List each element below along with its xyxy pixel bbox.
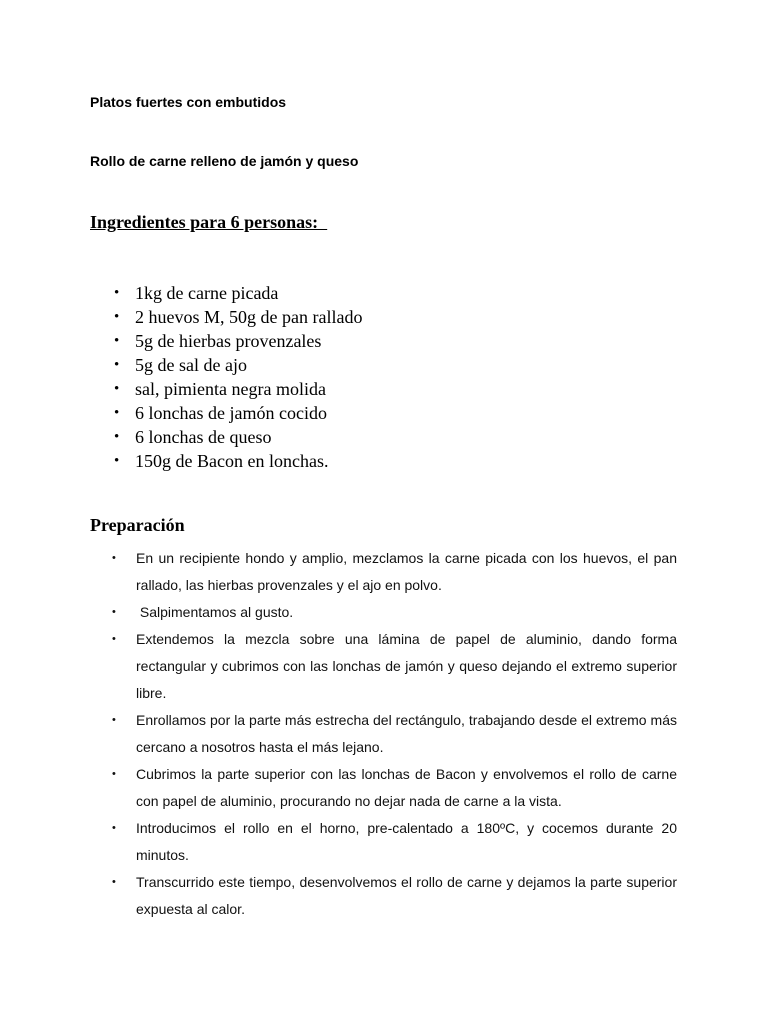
bullet-icon: • [114,309,120,325]
bullet-icon: • [114,381,120,397]
bullet-icon: • [114,333,120,349]
ingredients-heading: Ingredientes para 6 personas: [90,212,328,232]
ingredient-text: 1kg de carne picada [135,283,279,303]
section-title: Platos fuertes con embutidos [90,94,287,110]
preparation-step [90,626,677,707]
ingredient-item [90,449,362,473]
ingredient-item [90,329,362,353]
bullet-icon: • [112,633,116,645]
recipe-title: Rollo de carne relleno de jamón y queso [90,153,359,169]
preparation-step [90,815,677,869]
ingredient-item [90,425,362,449]
ingredient-item [90,377,362,401]
bullet-icon: • [114,405,120,421]
bullet-icon: • [112,714,116,726]
bullet-icon: • [112,606,116,618]
ingredient-text: 5g de hierbas provenzales [135,331,322,351]
preparation-step [90,545,677,599]
preparation-step-text: Extendemos la mezcla sobre una lámina de papel de aluminio, dando forma rectangular y cubrimos con las lonchas de jamón y queso dejando el extremo superior libre. [136,631,677,701]
preparation-step-text: Transcurrido este tiempo, desenvolvemos el rollo de carne y dejamos la parte superior expuesta al calor. [136,874,677,917]
ingredient-item [90,281,362,305]
ingredient-item [90,401,362,425]
bullet-icon: • [114,429,120,445]
bullet-icon: • [114,357,120,373]
preparation-heading: Preparación [90,515,185,535]
bullet-icon: • [114,453,120,469]
bullet-icon: • [112,552,116,564]
bullet-icon: • [114,285,120,301]
ingredient-text: 6 lonchas de queso [135,427,272,447]
ingredient-text: 150g de Bacon en lonchas. [135,451,329,471]
ingredient-item [90,353,362,377]
preparation-step-text: Salpimentamos al gusto. [136,604,294,620]
preparation-step [90,599,677,626]
preparation-step [90,761,677,815]
bullet-icon: • [112,768,116,780]
preparation-list [90,545,677,923]
ingredients-list [90,281,362,473]
preparation-step-text: Enrollamos por la parte más estrecha del rectángulo, trabajando desde el extremo más cercano a nosotros hasta el más lejano. [136,712,677,755]
ingredient-text: 5g de sal de ajo [135,355,247,375]
ingredient-item [90,305,362,329]
preparation-step [90,869,677,923]
preparation-step-text: Introducimos el rollo en el horno, pre-calentado a 180ºC, y cocemos durante 20 minutos. [136,820,677,863]
preparation-step-text: En un recipiente hondo y amplio, mezclamos la carne picada con los huevos, el pan rallado, las hierbas provenzales y el ajo en polvo. [136,550,677,593]
preparation-step [90,707,677,761]
preparation-step-text: Cubrimos la parte superior con las lonchas de Bacon y envolvemos el rollo de carne con papel de aluminio, procurando no dejar nada de carne a la vista. [136,766,677,809]
bullet-icon: • [112,822,116,834]
bullet-icon: • [112,876,116,888]
ingredient-text: sal, pimienta negra molida [135,379,326,399]
ingredient-text: 2 huevos M, 50g de pan rallado [135,307,363,327]
ingredient-text: 6 lonchas de jamón cocido [135,403,327,423]
